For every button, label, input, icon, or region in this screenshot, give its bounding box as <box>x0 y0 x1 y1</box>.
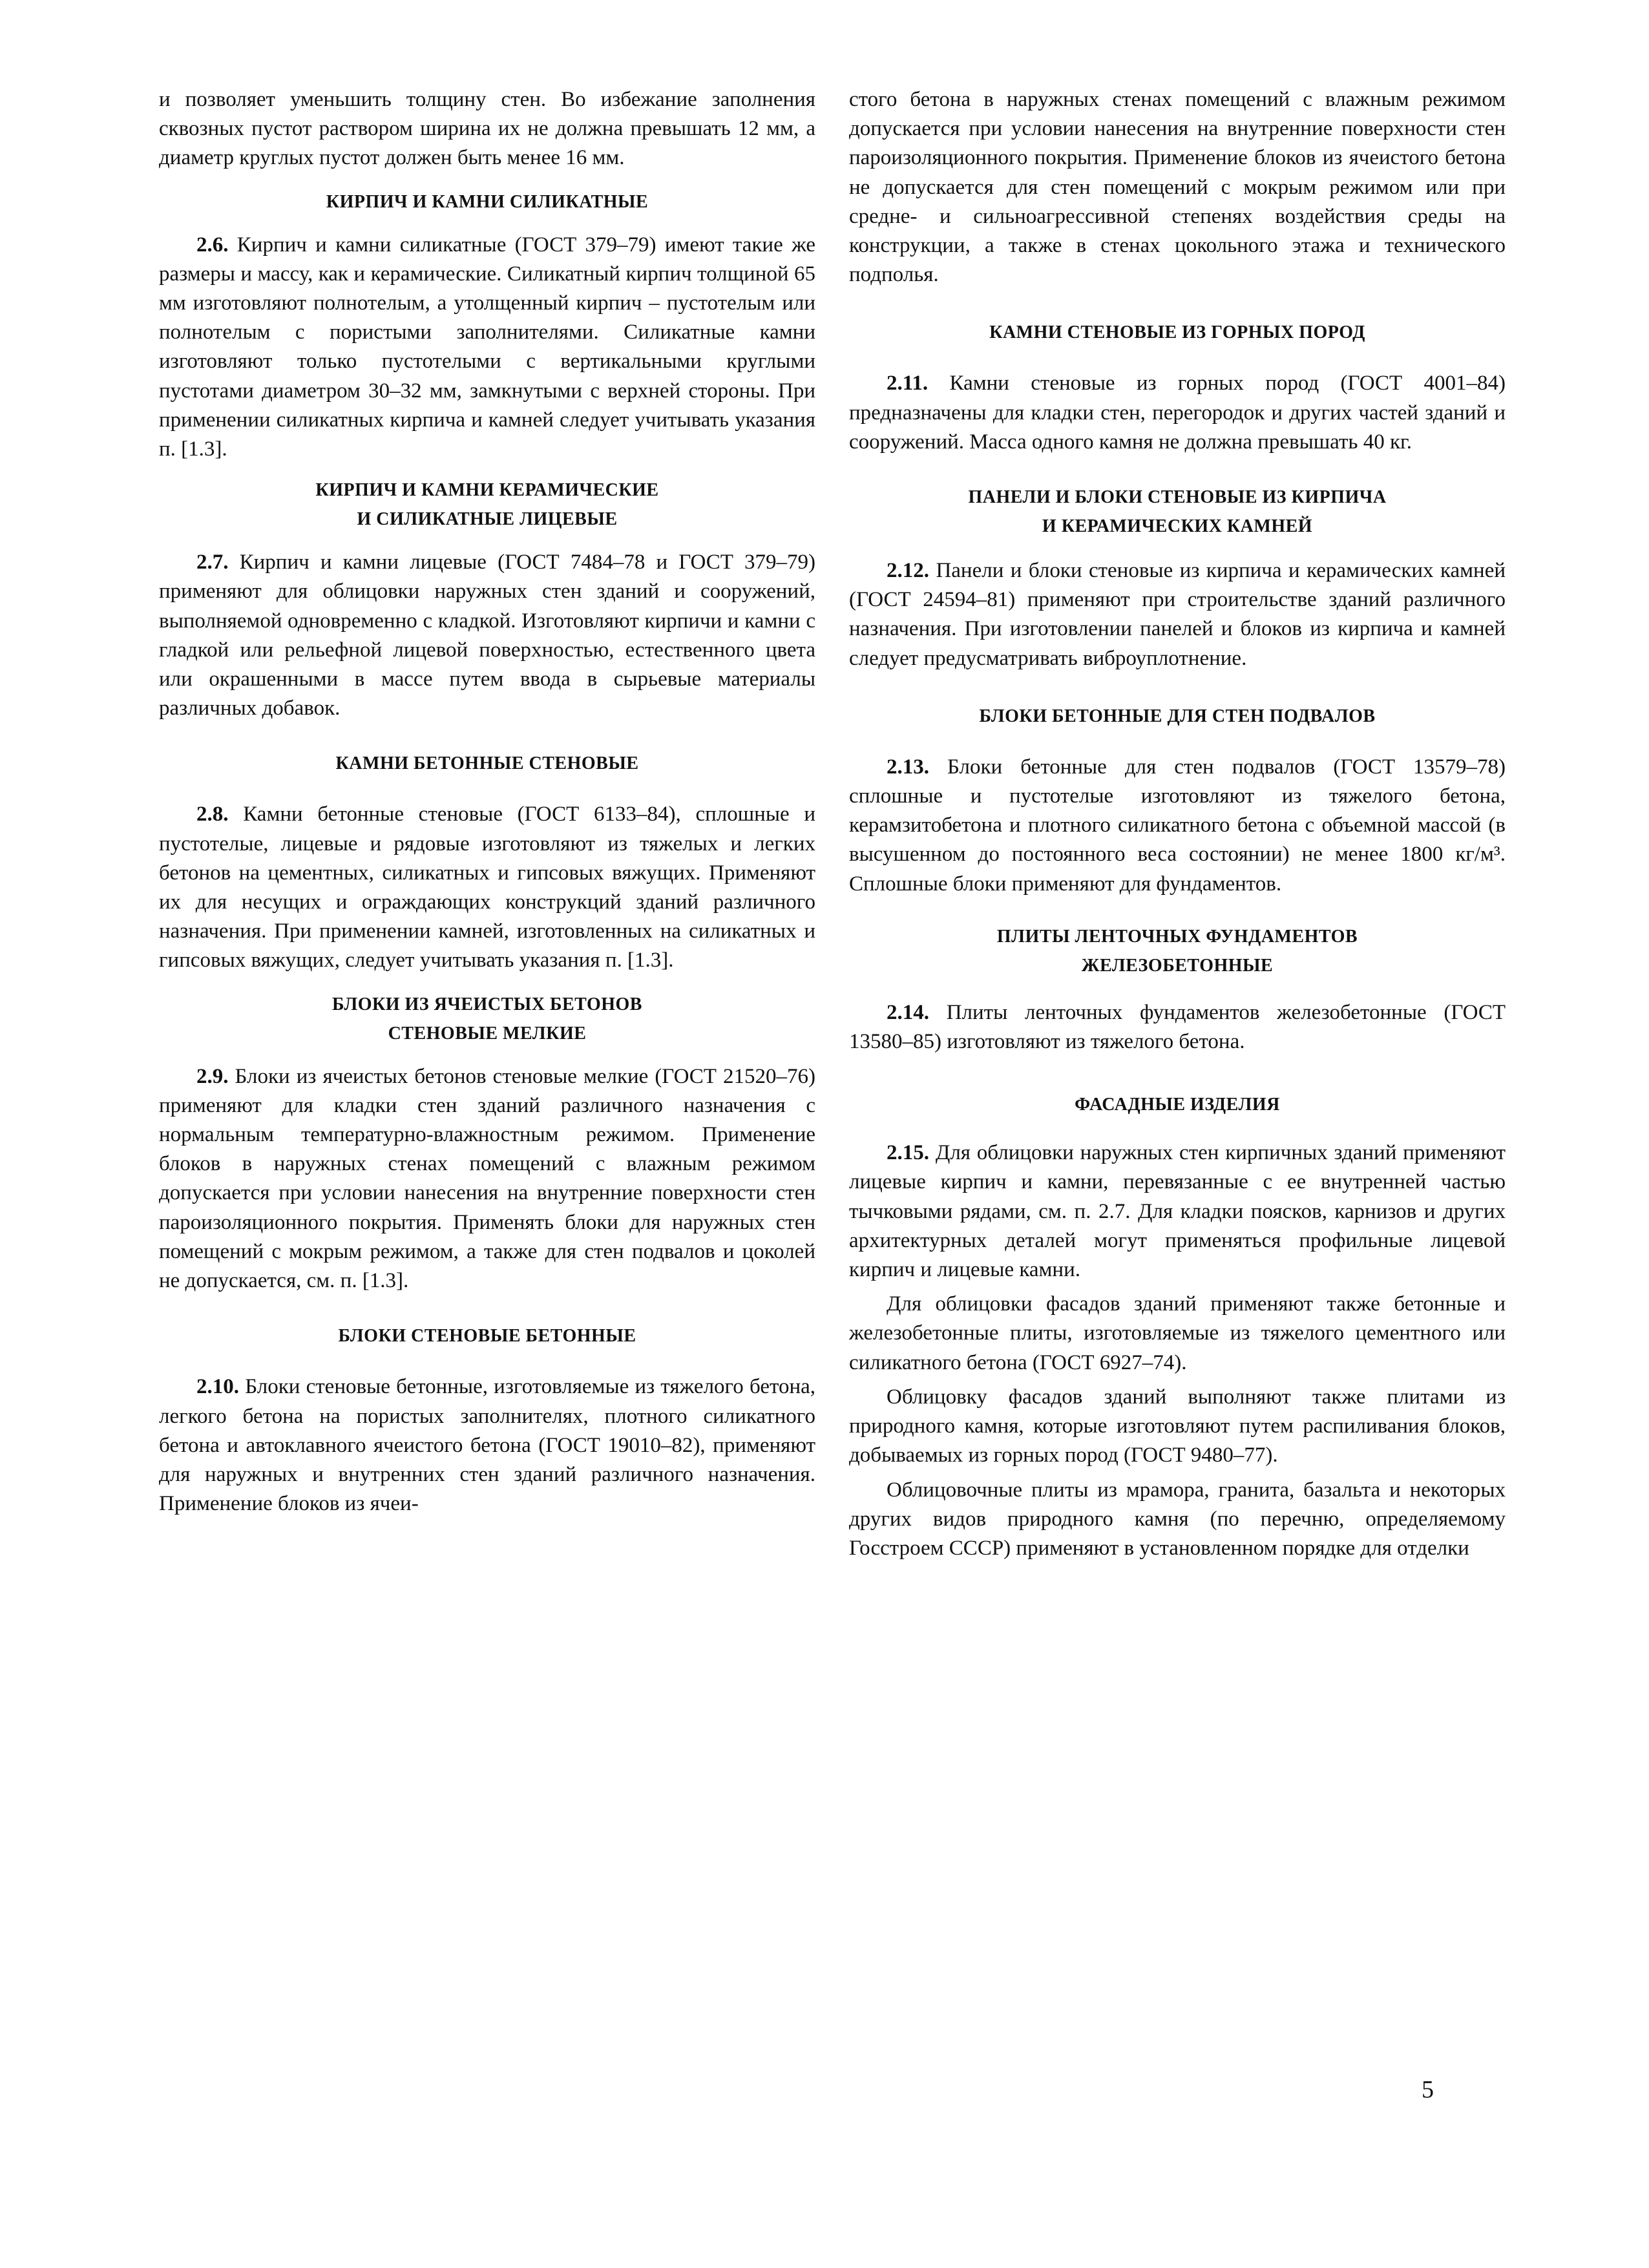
clause-text: Панели и блоки стеновые из кирпича и керамических камней (ГОСТ 24594–81) применяют при строительстве зданий различного назначения. При изготовлении панелей и блоков из кирпича и камней следует предусматривать виброуплотнение. <box>849 559 1506 670</box>
heading-facing-brick-line1: КИРПИЧ И КАМНИ КЕРАМИЧЕСКИЕ <box>315 480 659 501</box>
paragraph-2-8 <box>159 800 815 975</box>
paragraph-2-11 <box>849 369 1506 457</box>
clause-number: 2.11. <box>887 372 929 395</box>
paragraph-2-6 <box>159 231 815 465</box>
heading-rock-stones: КАМНИ СТЕНОВЫЕ ИЗ ГОРНЫХ ПОРОД <box>989 322 1365 343</box>
heading-cellular-blocks-line1: БЛОКИ ИЗ ЯЧЕИСТЫХ БЕТОНОВ <box>332 994 642 1014</box>
facade-paragraph-4: Облицовочные плиты из мрамора, гранита, базальта и некоторых других видов природного камня (по перечню, определяемому Госстроем СССР) применяют в установленном порядке для отделки <box>849 1478 1506 1560</box>
clause-text: Кирпич и камни лицевые (ГОСТ 7484–78 и ГОСТ 379–79) применяют для облицовки наружных стен зданий и сооружений, выполняемой одновременно с кладкой. Изготовляют кирпичи и камни с гладкой или рельефной лицевой поверхностью, естественного цвета или окрашенными в массе путем ввода в сырьевые материалы различных добавок. <box>159 551 815 720</box>
facade-paragraph-2: Для облицовки фасадов зданий применяют также бетонные и железобетонные плиты, изготовляемые из тяжелого цементного или силикатного бетона (ГОСТ 6927–74). <box>849 1292 1506 1374</box>
clause-number: 2.8. <box>196 803 229 826</box>
clause-number: 2.6. <box>196 233 229 257</box>
heading-panels-line1: ПАНЕЛИ И БЛОКИ СТЕНОВЫЕ ИЗ КИРПИЧА <box>968 487 1387 508</box>
clause-number: 2.7. <box>196 551 229 574</box>
clause-number: 2.13. <box>887 755 929 779</box>
heading-concrete-blocks: БЛОКИ СТЕНОВЫЕ БЕТОННЫЕ <box>338 1326 636 1347</box>
heading-basement-blocks: БЛОКИ БЕТОННЫЕ ДЛЯ СТЕН ПОДВАЛОВ <box>979 706 1376 726</box>
clause-text: Камни стеновые из горных пород (ГОСТ 4001–84) предназначены для кладки стен, перегородок и других частей зданий и сооружений. Масса одного камня не должна превышать 40 кг. <box>849 372 1506 454</box>
heading-silicate-brick: КИРПИЧ И КАМНИ СИЛИКАТНЫЕ <box>326 191 649 212</box>
clause-text: Плиты ленточных фундаментов железобетонные (ГОСТ 13580–85) изготовляют из тяжелого бетона. <box>849 1000 1506 1054</box>
clause-number: 2.12. <box>887 559 929 583</box>
clause-number: 2.14. <box>887 1000 929 1024</box>
right-column <box>849 85 1506 1563</box>
heading-concrete-stones: КАМНИ БЕТОННЫЕ СТЕНОВЫЕ <box>335 753 639 774</box>
left-column <box>159 85 815 1518</box>
clause-text: Для облицовки наружных стен кирпичных зданий применяют лицевые кирпич и камни, перевязанные с ее внутренней частью тычковыми рядами, см. п. 2.7. Для кладки поясков, карнизов и других архитектурных деталей могут применяться профильные лицевой кирпич и лицевые камни. <box>849 1141 1506 1282</box>
heading-strip-foundation-line1: ПЛИТЫ ЛЕНТОЧНЫХ ФУНДАМЕНТОВ <box>996 926 1358 947</box>
clause-text: Блоки бетонные для стен подвалов (ГОСТ 13579–78) сплошные и пустотелые изготовляют из тяжелого бетона, керамзитобетона и плотного силикатного бетона с объемной массой (в высушенном до постоянного веса состоянии) не менее 1800 кг/м³. Сплошные блоки применяют для фундаментов. <box>849 755 1506 896</box>
continued-paragraph: стого бетона в наружных стенах помещений с влажным режимом допускается при условии нанесения на внутренние поверхности стен пароизоляционного покрытия. Применение блоков из ячеистого бетона не допускается для стен помещений с мокрым режимом или при средне- и сильноагрессивной степенях воздействия среды на конструкции, а также в стенах цокольного этажа и технического подполья. <box>849 88 1506 287</box>
paragraph-2-7 <box>159 548 815 723</box>
heading-cellular-blocks-line2: СТЕНОВЫЕ МЕЛКИЕ <box>388 1023 587 1044</box>
clause-text: Камни бетонные стеновые (ГОСТ 6133–84), сплошные и пустотелые, лицевые и рядовые изготовляют из тяжелых и легких бетонов на цементных, силикатных и гипсовых вяжущих. Применяют их для несущих и ограждающих конструкций зданий различного назначения. При применении камней, изготовленных на силикатных и гипсовых вяжущих, следует учитывать указания п. [1.3]. <box>159 803 816 972</box>
clause-text: Блоки из ячеистых бетонов стеновые мелкие (ГОСТ 21520–76) применяют для кладки стен зданий различного назначения с нормальным температурно-влажностным режимом. Применение блоков в наружных стенах помещений с влажным режимом допускается при условии нанесения на внутренние поверхности стен пароизоляционного покрытия. Применять блоки для наружных стен помещений с мокрым режимом, а также для стен подвалов и цоколей не допускается, см. п. [1.3]. <box>159 1064 815 1293</box>
paragraph-2-10 <box>159 1372 815 1518</box>
heading-facade-products: ФАСАДНЫЕ ИЗДЕЛИЯ <box>1075 1095 1280 1115</box>
paragraph-2-9 <box>159 1062 815 1296</box>
paragraph-2-14 <box>849 998 1506 1056</box>
heading-panels-line2: И КЕРАМИЧЕСКИХ КАМНЕЙ <box>1042 516 1313 537</box>
clause-number: 2.10. <box>196 1375 239 1399</box>
facade-paragraph-3: Облицовку фасадов зданий выполняют также плитами из природного камня, которые изготовляют путем распиливания блоков, добываемых из горных пород (ГОСТ 9480–77). <box>849 1385 1506 1467</box>
paragraph-2-15 <box>849 1139 1506 1285</box>
intro-paragraph: и позволяет уменьшить толщину стен. Во избежание заполнения сквозных пустот раствором ширина их не должна превышать 12 мм, а диаметр круглых пустот должен быть менее 16 мм. <box>159 88 815 170</box>
heading-facing-brick-line2: И СИЛИКАТНЫЕ ЛИЦЕВЫЕ <box>357 509 618 530</box>
paragraph-2-13 <box>849 753 1506 899</box>
paragraph-2-12 <box>849 556 1506 673</box>
page-number: 5 <box>1422 2076 1434 2103</box>
clause-text: Кирпич и камни силикатные (ГОСТ 379–79) имеют такие же размеры и массу, как и керамические. Силикатный кирпич толщиной 65 мм изготовляют полнотелым, а утолщенный кирпич – пустотелым или полнотелым с пористыми заполнителями. Силикатные камни изготовляют только пустотелыми с вертикальными круглыми пустотами диаметром 30–32 мм, замкнутыми с верхней стороны. При применении силикатных кирпича и камней следует учитывать указания п. [1.3]. <box>159 233 816 461</box>
clause-number: 2.9. <box>196 1064 229 1088</box>
heading-strip-foundation-line2: ЖЕЛЕЗОБЕТОННЫЕ <box>1081 955 1274 976</box>
clause-number: 2.15. <box>887 1141 929 1165</box>
clause-text: Блоки стеновые бетонные, изготовляемые из тяжелого бетона, легкого бетона на пористых заполнителях, плотного силикатного бетона и автоклавного ячеистого бетона (ГОСТ 19010–82), применяют для наружных и внутренних стен зданий различного назначения. Применение блоков из ячеи- <box>159 1375 816 1516</box>
